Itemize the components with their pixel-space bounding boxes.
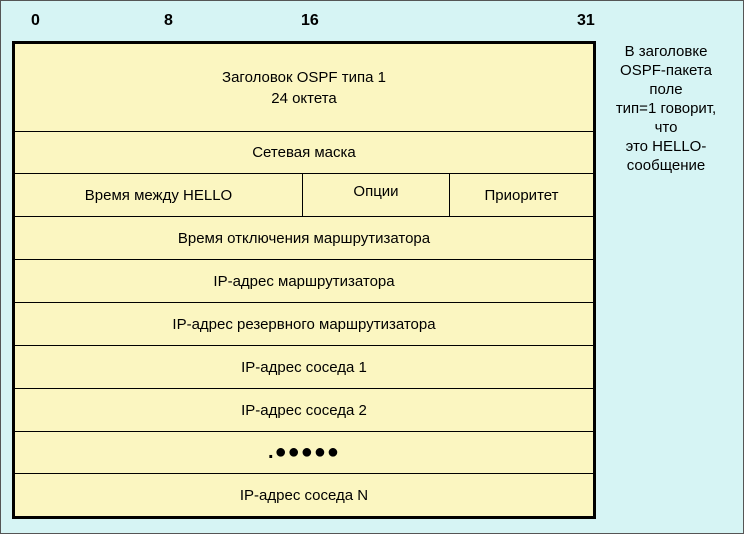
ospf-header-row	[15, 44, 593, 132]
bit-label-0: 0	[31, 12, 40, 29]
bit-label-8: 8	[164, 12, 173, 29]
neighbor-1-label: IP-адрес соседа 1	[241, 358, 367, 376]
hello-options-priority-row	[15, 174, 593, 217]
backup-router-ip-row	[15, 303, 593, 346]
bit-label-16: 16	[301, 12, 319, 29]
dead-interval-label: Время отключения маршрутизатора	[177, 229, 431, 247]
priority-cell	[450, 174, 593, 216]
dead-interval-row	[15, 217, 593, 260]
hello-interval-label: Время между HELLO	[84, 186, 233, 204]
neighbor-1-row	[15, 346, 593, 389]
note-line-6: это HELLO-	[625, 138, 707, 155]
router-ip-label: IP-адрес маршрутизатора	[213, 272, 395, 290]
options-label: Опции	[353, 183, 399, 200]
note-line-2: OSPF-пакета	[620, 62, 712, 79]
hello-interval-cell	[15, 174, 303, 216]
neighbor-2-row	[15, 389, 593, 432]
note-line-1: В заголовке	[624, 43, 708, 60]
packet-format-table	[12, 41, 596, 519]
options-cell	[303, 174, 450, 216]
priority-label: Приоритет	[484, 186, 559, 204]
side-note	[596, 42, 736, 175]
bit-label-31: 31	[577, 12, 595, 29]
router-ip-row	[15, 260, 593, 303]
backup-router-ip-label: IP-адрес резервного маршрутизатора	[172, 315, 436, 333]
netmask-row	[15, 132, 593, 174]
note-line-5: что	[654, 119, 678, 136]
note-line-4: тип=1 говорит,	[615, 100, 717, 117]
neighbor-2-label: IP-адрес соседа 2	[241, 401, 367, 419]
ellipsis-row	[15, 432, 593, 474]
header-line-2: 24 октета	[271, 89, 337, 107]
neighbor-n-label: IP-адрес соседа N	[239, 486, 369, 504]
ellipsis-label: .●●●●●	[268, 441, 340, 463]
note-line-3: поле	[649, 81, 683, 98]
header-line-1: Заголовок OSPF типа 1	[222, 68, 386, 86]
neighbor-n-row	[15, 474, 593, 516]
netmask-label: Сетевая маска	[252, 144, 356, 161]
note-line-7: сообщение	[626, 157, 706, 174]
